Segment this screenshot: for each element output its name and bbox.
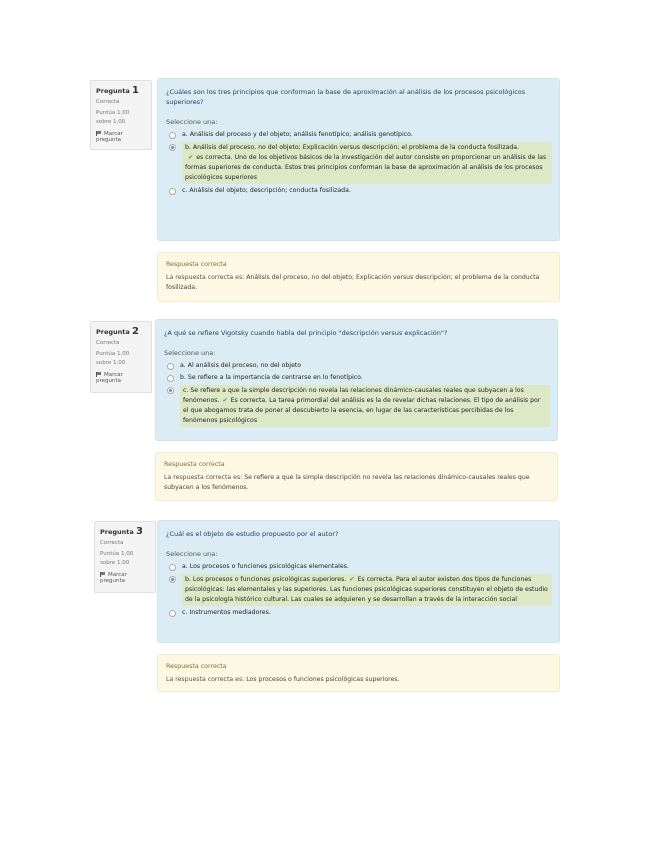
check-icon: ✔ — [222, 396, 228, 404]
answer-feedback: Es correcta. La tarea primordial del análisis es la de revelar dichas relaciones. El tipo de análisis por el que abogamos trata de poner al descubierto la esencia, en lugar de las características percibidas de los fenómenos psicológicos — [183, 396, 541, 424]
right-answer: La respuesta correcta es: Se refiere a que la simple descripción no revela las relaciones dinámico-causales reales que subyacen a los fenómenos. — [164, 474, 530, 491]
answer-option[interactable]: b. Análisis del proceso, no del objeto; Explicación versus descripción; el problema de la conducta fosilizada. ✔ es correcta. Uno de los objetivos básicos de la investigación del autor consiste en proporcionar un análisis de las formas superiores de conducta. Estos tres principios conforman la base de aproximación al análisis de los procesos psicológicos superiores — [166, 142, 552, 184]
answer-option[interactable]: c. Se refiere a que la simple descripción no revela las relaciones dinámico-causales reales que subyacen a los fenómenos. ✔ Es correcta. La tarea primordial del análisis es la de revelar dichas relaciones. El tipo de análisis por el que abogamos trata de poner al descubierto la esencia, en lugar de las características percibidas de los fenómenos psicológicos — [164, 385, 550, 427]
answer-radio[interactable] — [169, 132, 176, 139]
check-icon: ✔ — [188, 153, 194, 161]
outcome-title: Respuesta correcta — [166, 261, 227, 268]
question-outcome — [155, 452, 558, 501]
answer-option[interactable]: c. Instrumentos mediadores. — [166, 608, 552, 618]
question-text: ¿Cuáles son los tres principios que conforman la base de aproximación al análisis de los procesos psicológicos superiores? — [166, 88, 526, 107]
outcome-title: Respuesta correcta — [166, 663, 227, 670]
question-text: ¿A qué se refiere Vigotsky cuando habla del principio "descripción versus explicación"? — [164, 329, 448, 337]
flag-icon — [96, 372, 102, 377]
question-text: ¿Cuál es el objeto de estudio propuesto por el autor? — [166, 530, 339, 538]
question-info — [94, 521, 156, 593]
select-prompt: Seleccione una: — [164, 349, 216, 358]
question-outcome — [157, 654, 560, 692]
select-prompt: Seleccione una: — [166, 550, 218, 559]
answer-option[interactable]: b. Se refiere a la importancia de centrarse en lo fenotípico. — [164, 373, 550, 383]
flag-question-button[interactable]: Marcar pregunta — [100, 571, 127, 584]
answer-option[interactable]: c. Análisis del objeto; descripción; conducta fosilizada. — [166, 186, 552, 196]
question-info — [90, 80, 152, 150]
outcome-title: Respuesta correcta — [164, 461, 225, 468]
right-answer: La respuesta correcta es: Los procesos o funciones psicológicas superiores. — [166, 676, 400, 683]
right-answer: La respuesta correcta es: Análisis del proceso, no del objeto; Explicación versus descripción; el problema de la conducta fosilizada. — [166, 274, 540, 291]
answer-radio[interactable] — [167, 375, 174, 382]
answer-radio[interactable] — [167, 363, 174, 370]
check-icon: ✔ — [349, 575, 355, 583]
answer-radio[interactable] — [169, 576, 176, 583]
answer-radio[interactable] — [169, 564, 176, 571]
answer-radio[interactable] — [167, 387, 174, 394]
answer-option[interactable]: a. Análisis del proceso y del objeto; análisis fenotípico; análisis genotípico. — [166, 130, 552, 140]
answer-option[interactable]: a. Los procesos o funciones psicológicas elementales. — [166, 562, 552, 572]
answer-radio[interactable] — [169, 144, 176, 151]
question-state: Correcta — [100, 540, 124, 546]
question-state: Correcta — [96, 99, 120, 105]
question-formulation — [157, 520, 560, 643]
question-number: Pregunta 3 — [100, 526, 144, 537]
question-info — [90, 321, 152, 393]
select-prompt: Seleccione una: — [166, 118, 218, 127]
question-formulation — [155, 319, 558, 441]
flag-icon — [100, 572, 106, 577]
question-score: Puntúa 1,00 sobre 1,00 — [96, 351, 130, 366]
answer-feedback: es correcta. Uno de los objetivos básicos de la investigación del autor consiste en proporcionar un análisis de las formas superiores de conducta. Estos tres principios conforman la base de aproximación al análisis de los procesos psicológicos superiores — [185, 153, 547, 181]
answer-option[interactable]: b. Los procesos o funciones psicológicas superiores. ✔ Es correcta. Para el autor existen dos tipos de funciones psicológicas: las elementales y las superiores. Las funciones psicológicas superiores constituyen el objeto de estudio de la psicología histórico cultural. Las cuales se adquieren y se desarrollan a través de la interacción social — [166, 574, 552, 606]
question-score: Puntúa 1,00 sobre 1,00 — [100, 551, 134, 566]
flag-question-button[interactable]: Marcar pregunta — [96, 130, 123, 143]
flag-question-button[interactable]: Marcar pregunta — [96, 371, 123, 384]
question-outcome — [157, 252, 560, 302]
question-number: Pregunta 1 — [96, 85, 140, 96]
question-number: Pregunta 2 — [96, 326, 140, 337]
answer-feedback: Es correcta. Para el autor existen dos tipos de funciones psicológicas: las elementales y las superiores. Las funciones psicológicas superiores constituyen el objeto de estudio de la psicología histórico cultural. Las cuales se adquieren y se desarrollan a través de la interacción social — [185, 575, 548, 603]
answer-radio[interactable] — [169, 610, 176, 617]
question-state: Correcta — [96, 340, 120, 346]
answer-radio[interactable] — [169, 188, 176, 195]
flag-icon — [96, 131, 102, 136]
answer-option[interactable]: a. Al análisis del proceso, no del objeto — [164, 361, 550, 371]
question-formulation — [157, 78, 560, 241]
question-score: Puntúa 1,00 sobre 1,00 — [96, 110, 130, 125]
